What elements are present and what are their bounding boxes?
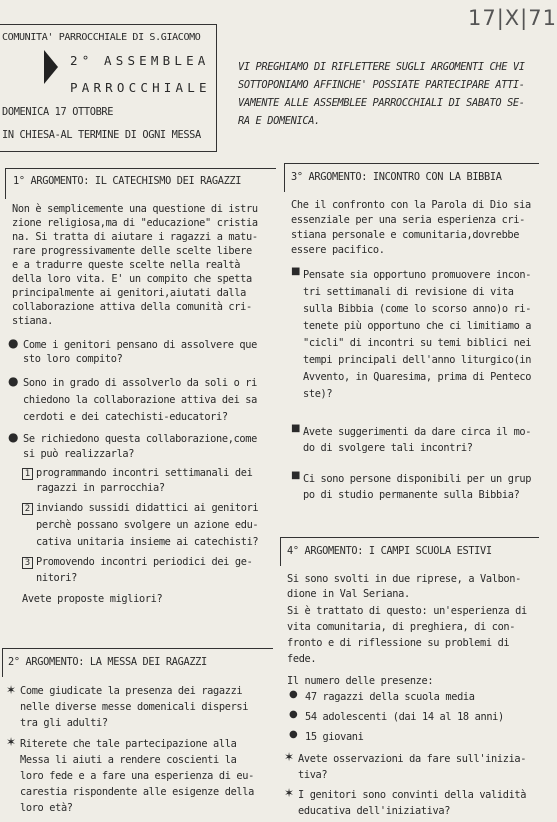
- text-line: essenziale per una seria esperienza cri-: [291, 214, 525, 226]
- text-line: Non è semplicemente una questione di istru: [12, 203, 258, 215]
- square-bullet-icon: ■: [291, 470, 301, 481]
- event-place: IN CHIESA-AL TERMINE DI OGNI MESSA: [2, 129, 201, 141]
- number-box-3-icon: 3: [22, 557, 33, 569]
- text-line: Pensate sia opportuno promuovere incon-: [303, 269, 532, 281]
- text-line: loro età?: [20, 802, 73, 814]
- text-line: Come i genitori pensano di assolvere que: [23, 339, 257, 351]
- text-line: tempi principali dell'anno liturgico(in: [303, 354, 532, 366]
- event-date: DOMENICA 17 OTTOBRE: [2, 106, 114, 118]
- text-line: tra gli adulti?: [20, 717, 108, 729]
- number-box-1-icon: 1: [22, 468, 33, 480]
- section-title-2: 2° ARGOMENTO: LA MESSA DEI RAGAZZI: [8, 656, 207, 668]
- text-line: educativa dell'iniziativa?: [298, 805, 451, 817]
- text-line: do di svolgere tali incontri?: [303, 442, 473, 454]
- text-line: zione religiosa,ma di "educazione" cristia: [12, 217, 258, 229]
- asterisk-bullet-icon: ✶: [6, 735, 17, 749]
- text-line: carestia rispondente alle esigenze della: [20, 786, 254, 798]
- text-line: Avete suggerimenti da dare circa il mo-: [303, 426, 532, 438]
- text-line: Avvento, in Quaresima, prima di Penteco: [303, 371, 532, 383]
- text-line: Come giudicate la presenza dei ragazzi: [20, 685, 243, 697]
- bullet-dot-icon: ●: [289, 689, 298, 700]
- text-line: dione in Val Seriana.: [287, 588, 410, 600]
- text-line: perchè possano svolgere un azione edu-: [36, 519, 259, 531]
- text-line: stiana personale e comunitaria,dovrebbe: [291, 229, 520, 241]
- bullet-dot-icon: ●: [289, 729, 298, 740]
- text-line: stiana.: [12, 315, 53, 327]
- text-line: "cicli" di incontri su temi biblici nei: [303, 337, 532, 349]
- text-line: rare progressivamente delle scelte libere: [12, 245, 252, 257]
- asterisk-bullet-icon: ✶: [6, 683, 17, 697]
- bullet-dot-icon: ●: [289, 709, 298, 720]
- text-line: po di studio permanente sulla Bibbia?: [303, 489, 520, 501]
- text-line: vita comunitaria, di preghiera, di con-: [287, 621, 516, 633]
- text-line: Messa li aiuti a rendere coscienti la: [20, 754, 237, 766]
- text-line: ragazzi in parrocchia?: [36, 482, 165, 494]
- text-line: tri settimanali di revisione di vita: [303, 286, 514, 298]
- text-line: cerdoti e dei catechisti-educatori?: [23, 411, 228, 423]
- parish-name: COMUNITA' PARROCCHIALE DI S.GIACOMO: [2, 32, 201, 43]
- text-line: Si è trattato di questo: un'esperienza di: [287, 605, 527, 617]
- parish-word: PARROCCHIALE: [70, 80, 211, 95]
- text-line: Riterete che tale partecipazione alla: [20, 738, 237, 750]
- text-line: I genitori sono convinti della validità: [298, 789, 527, 801]
- text-line: nelle diverse messe domenicali dispersi: [20, 701, 249, 713]
- text-line: tenete più opportuno che ci limitiamo a: [303, 320, 532, 332]
- text-line: sulla Bibbia (come lo scorso anno)o ri-: [303, 303, 532, 315]
- text-line: nitori?: [36, 572, 77, 584]
- text-line: Che il confronto con la Parola di Dio sia: [291, 199, 531, 211]
- section-title-1: 1° ARGOMENTO: IL CATECHISMO DEI RAGAZZI: [13, 175, 242, 187]
- text-line: fede.: [287, 653, 317, 665]
- bullet-dot-icon: ●: [8, 336, 19, 350]
- text-line: tiva?: [298, 769, 328, 781]
- text-line: Avete osservazioni da fare sull'inizia-: [298, 753, 527, 765]
- text-line: della loro vita. E' un compito che spetta: [12, 273, 252, 285]
- list-item: 47 ragazzi della scuola media: [305, 691, 475, 703]
- text-line: Ci sono persone disponibili per un grup: [303, 473, 532, 485]
- list-item: 15 giovani: [305, 731, 364, 743]
- text-line: si può realizzarla?: [23, 448, 135, 460]
- handwritten-date: 17|X|71: [468, 6, 557, 30]
- text-line: inviando sussidi didattici ai genitori: [36, 502, 259, 514]
- text-line: cativa unitaria insieme ai catechisti?: [36, 536, 259, 548]
- text-line: chiedono la collaborazione attiva dei sa: [23, 394, 257, 406]
- text-line: Promovendo incontri periodici dei ge-: [36, 556, 253, 568]
- assembly-number: 2°: [70, 53, 94, 68]
- list-item: 54 adolescenti (dai 14 al 18 anni): [305, 711, 504, 723]
- text-line: Sono in grado di assolverlo da soli o ri: [23, 377, 257, 389]
- asterisk-bullet-icon: ✶: [284, 750, 295, 764]
- bullet-dot-icon: ●: [8, 374, 19, 388]
- text-line: ste)?: [303, 388, 333, 400]
- count-title: Il numero delle presenze:: [287, 675, 434, 687]
- square-bullet-icon: ■: [291, 423, 301, 434]
- section-title-4: 4° ARGOMENTO: I CAMPI SCUOLA ESTIVI: [287, 545, 492, 557]
- text-line: sto loro compito?: [23, 353, 123, 365]
- number-box-2-icon: 2: [22, 503, 33, 515]
- text-line: na. Si tratta di aiutare i ragazzi a matu-: [12, 231, 258, 243]
- text-line: e a tradurre queste scelte nella realtà: [12, 259, 241, 271]
- closing-question: Avete proposte migliori?: [22, 593, 163, 605]
- text-line: essere pacifico.: [291, 244, 385, 256]
- arrow-triangle-icon: [44, 50, 58, 84]
- section-title-3: 3° ARGOMENTO: INCONTRO CON LA BIBBIA: [291, 171, 502, 183]
- text-line: loro fede e a fare una esperienza di eu-: [20, 770, 254, 782]
- text-line: programmando incontri settimanali dei: [36, 467, 253, 479]
- text-line: fronto e di riflessione su problemi di: [287, 637, 510, 649]
- text-line: collaborazione attiva della comunità cri-: [12, 301, 252, 313]
- text-line: Se richiedono questa collaborazione,come: [23, 433, 257, 445]
- text-line: Si sono svolti in due riprese, a Valbon-: [287, 573, 521, 585]
- assembly-word: ASSEMBLEA: [104, 53, 210, 68]
- flyer-page: 17|X|71 COMUNITA' PARROCCHIALE DI S.GIACOMO 2° ASSEMBLEA PARROCCHIALE DOMENICA 17 OTTOBRE IN CHIESA-AL TERMINE DI OGNI MESSA VI PREGHIAMO DI RIFLETTERE SUGLI ARGOMENTI CHE VI SOTTOPONIAMO AFFINCHE' POSSIATE PARTECIPARE ATTI- VAMENTE ALLE ASSEMBLEE PARROCCHIALI DI SABATO SE- RA E DOMENICA. 1° ARGOMENTO: IL CATECHISMO DEI RAGAZZI Non è semplicemente una questione di istru zione religiosa,ma di "educazione" cristia na. Si tratta di aiutare i ragazzi a matu- rare progressivamente delle scelte libere e a tradurre queste scelte nella realtà della loro vita. E' un compito che spetta principalmente ai genitori,aiutati dalla collaborazione attiva della comunità cri- stiana. ● Come i genitori pensano di assolvere que sto loro compito? ● Sono in grado di assolverlo da soli o ri chiedono la collaborazione attiva dei sa cerdoti e dei catechisti-educatori? ● Se richiedono questa collaborazione,come si può realizzarla? 1 programmando incontri settimanali dei ragazzi in parrocchia? 2 inviando sussidi didattici ai genitori perchè possano svolgere un azione edu- cativa unitaria insieme ai catechisti? 3 Promovendo incontri periodici dei ge- nitori? Avete proposte migliori? 2° ARGOMENTO: LA MESSA DEI RAGAZZI ✶ Come giudicate la presenza dei ragazzi nelle diverse messe domenicali dispersi tra gli adulti? ✶ Riterete che tale partecipazione alla Messa li aiuti a rendere coscienti la loro fede e a fare una esperienza di eu- carestia rispondente alle esigenze della loro età? 3° ARGOMENTO: INCONTRO CON LA BIBBIA Che il confronto con la Parola di Dio sia essenziale per una seria esperienza cri- stiana personale e comunitaria,dovrebbe essere pacifico. ■ Pensate sia opportuno promuovere incon- tri settimanali di revisione di vita sulla Bibbia (come lo scorso anno)o ri- tenete più opportuno che ci limitiamo a "cicli" di incontri su temi biblici nei tempi principali dell'anno liturgico(in Avvento, in Quaresima, prima di Penteco ste)? ■ Avete suggerimenti da dare circa il mo- do di svolgere tali incontri? ■ Ci sono persone disponibili per un grup po di studio permanente sulla Bibbia? 4° ARGOMENTO: I CAMPI SCUOLA ESTIVI Si sono svolti in due riprese, a Valbon- dione in Val Seriana. Si è trattato di questo: un'esperienza di vita comunitaria, di preghiera, di con- fronto e di riflessione su problemi di fede. Il numero delle presenze: ● 47 ragazzi della scuola media ● 54 adolescenti (dai 14 al 18 anni) ● 15 giovani ✶ Avete osservazioni da fare sull'inizia- tiva? ✶ I genitori sono convinti della validità educativa dell'iniziativa?: [2, 6, 557, 817]
- bullet-dot-icon: ●: [8, 430, 19, 444]
- square-bullet-icon: ■: [291, 266, 301, 277]
- asterisk-bullet-icon: ✶: [284, 786, 295, 800]
- text-line: principalmente ai genitori,aiutati dalla: [12, 287, 246, 299]
